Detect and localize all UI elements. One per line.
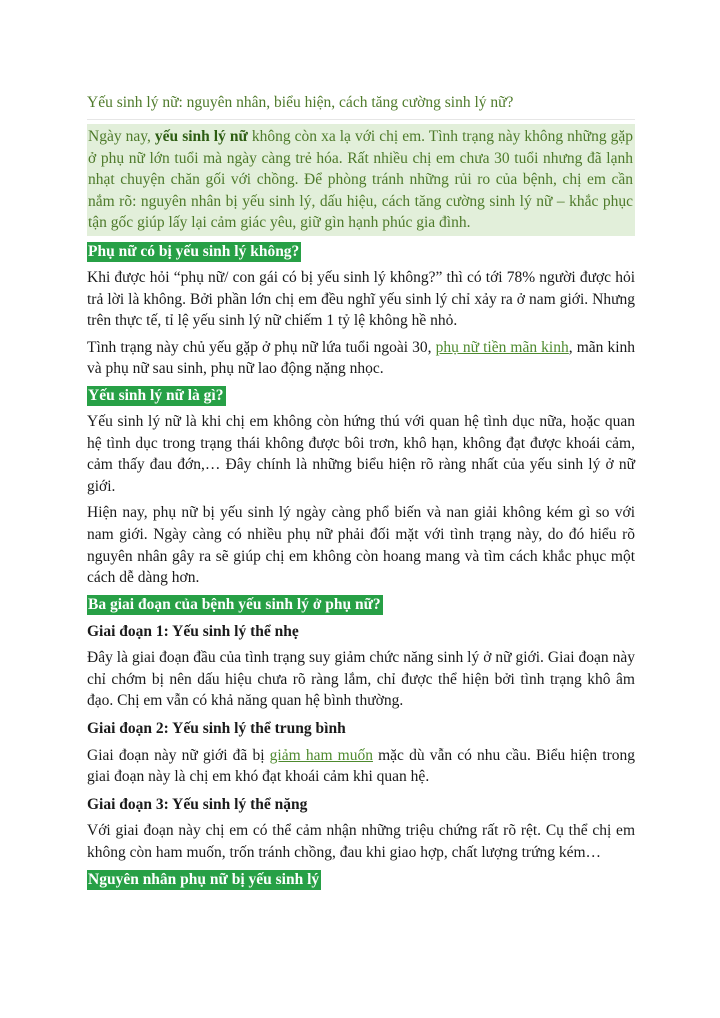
paragraph: Đây là giai đoạn đầu của tình trạng suy giảm chức năng sinh lý ở nữ giới. Giai đoạn này chỉ chớm bị nên dấu hiệu chưa rõ ràng lắm, chỉ được thể hiện bởi tình trạng khô âm đạo. Chị em vẫn có khả năng quan hệ bình thường.: [87, 649, 635, 710]
paragraph: Hiện nay, phụ nữ bị yếu sinh lý ngày càng phổ biến và nan giải không kém gì so với nam giới. Ngày càng có nhiều phụ nữ phải đối mặt với tình trạng này, do đó hiểu rõ nguyên nhân gây ra sẽ giúp chị em không còn hoang mang và tìm cách khắc phục một cách dễ dàng hơn.: [87, 504, 635, 587]
text-span: Giai đoạn này nữ giới đã bị: [87, 746, 270, 764]
paragraph: Khi được hỏi “phụ nữ/ con gái có bị yếu sinh lý không?” thì có tới 78% người được hỏi trả lời là không. Bởi phần lớn chị em đều nghĩ yếu sinh lý chỉ xảy ra ở nam giới. Nhưng trên thực tế, tỉ lệ yếu sinh lý nữ chiếm 1 tỷ lệ không hề nhỏ.: [87, 268, 635, 330]
intro-keyword: yếu sinh lý nữ: [154, 128, 248, 145]
stage3-title: Giai đoạn 3: Yếu sinh lý thể nặng: [87, 795, 308, 813]
section-heading-what-is: Yếu sinh lý nữ là gì?: [88, 386, 224, 404]
intro-highlight-block: [87, 124, 635, 236]
stage1-title: Giai đoạn 1: Yếu sinh lý thể nhẹ: [87, 622, 299, 640]
section-heading-three-stages: Ba giai đoạn của bệnh yếu sinh lý ở phụ nữ?: [88, 595, 381, 613]
article-title: Yếu sinh lý nữ: nguyên nhân, biểu hiện, cách tăng cường sinh lý nữ?: [87, 94, 514, 111]
stage2-title: Giai đoạn 2: Yếu sinh lý thể trung bình: [87, 720, 346, 738]
intro-text-start: Ngày nay,: [88, 128, 155, 145]
paragraph: Yếu sinh lý nữ là khi chị em không còn hứng thú với quan hệ tình dục nữa, hoặc quan hệ tình dục trong trạng thái không được bôi trơn, khô hạn, không đạt được khoái cảm, cảm thấy đau đớn,… Đây chính là những biểu hiện rõ ràng nhất của yếu sinh lý ở nữ giới.: [87, 412, 635, 495]
paragraph: Với giai đoạn này chị em có thể cảm nhận những triệu chứng rất rõ rệt. Cụ thể chị em không còn ham muốn, trốn tránh chồng, đau khi giao hợp, chất lượng trứng kém…: [87, 822, 635, 862]
paragraph: [87, 337, 635, 380]
text-span: Tình trạng này chủ yếu gặp ở phụ nữ lứa tuổi ngoài 30,: [87, 338, 436, 356]
text-span: , mãn kinh và phụ nữ sau sinh, phụ nữ lao động nặng nhọc.: [87, 338, 635, 378]
link-premenopause[interactable]: phụ nữ tiền mãn kinh: [435, 338, 569, 356]
title-divider: [87, 119, 635, 120]
intro-text-rest: không còn xa lạ với chị em. Tình trạng này không những gặp ở phụ nữ lớn tuổi mà ngày càng trẻ hóa. Rất nhiều chị em chưa 30 tuổi nhưng đã lạnh nhạt chuyện chăn gối với chồng. Để phòng tránh những rủi ro của bệnh, chị em cần nắm rõ: nguyên nhân bị yếu sinh lý, dấu hiệu, cách tăng cường sinh lý nữ – khắc phục tận gốc giúp lấy lại cảm giác yêu, giữ gìn hạnh phúc gia đình.: [88, 128, 633, 232]
article-body: [87, 124, 635, 890]
text-span: mặc dù vẫn có nhu cầu. Biểu hiện trong giai đoạn này là chị em khó đạt khoái cảm khi quan hệ.: [87, 746, 635, 786]
link-reduced-desire[interactable]: giảm ham muốn: [269, 746, 373, 764]
section-heading-causes: Nguyên nhân phụ nữ bị yếu sinh lý: [88, 870, 320, 888]
section-heading-women-weak: Phụ nữ có bị yếu sinh lý không?: [88, 242, 300, 260]
paragraph: [87, 745, 635, 788]
